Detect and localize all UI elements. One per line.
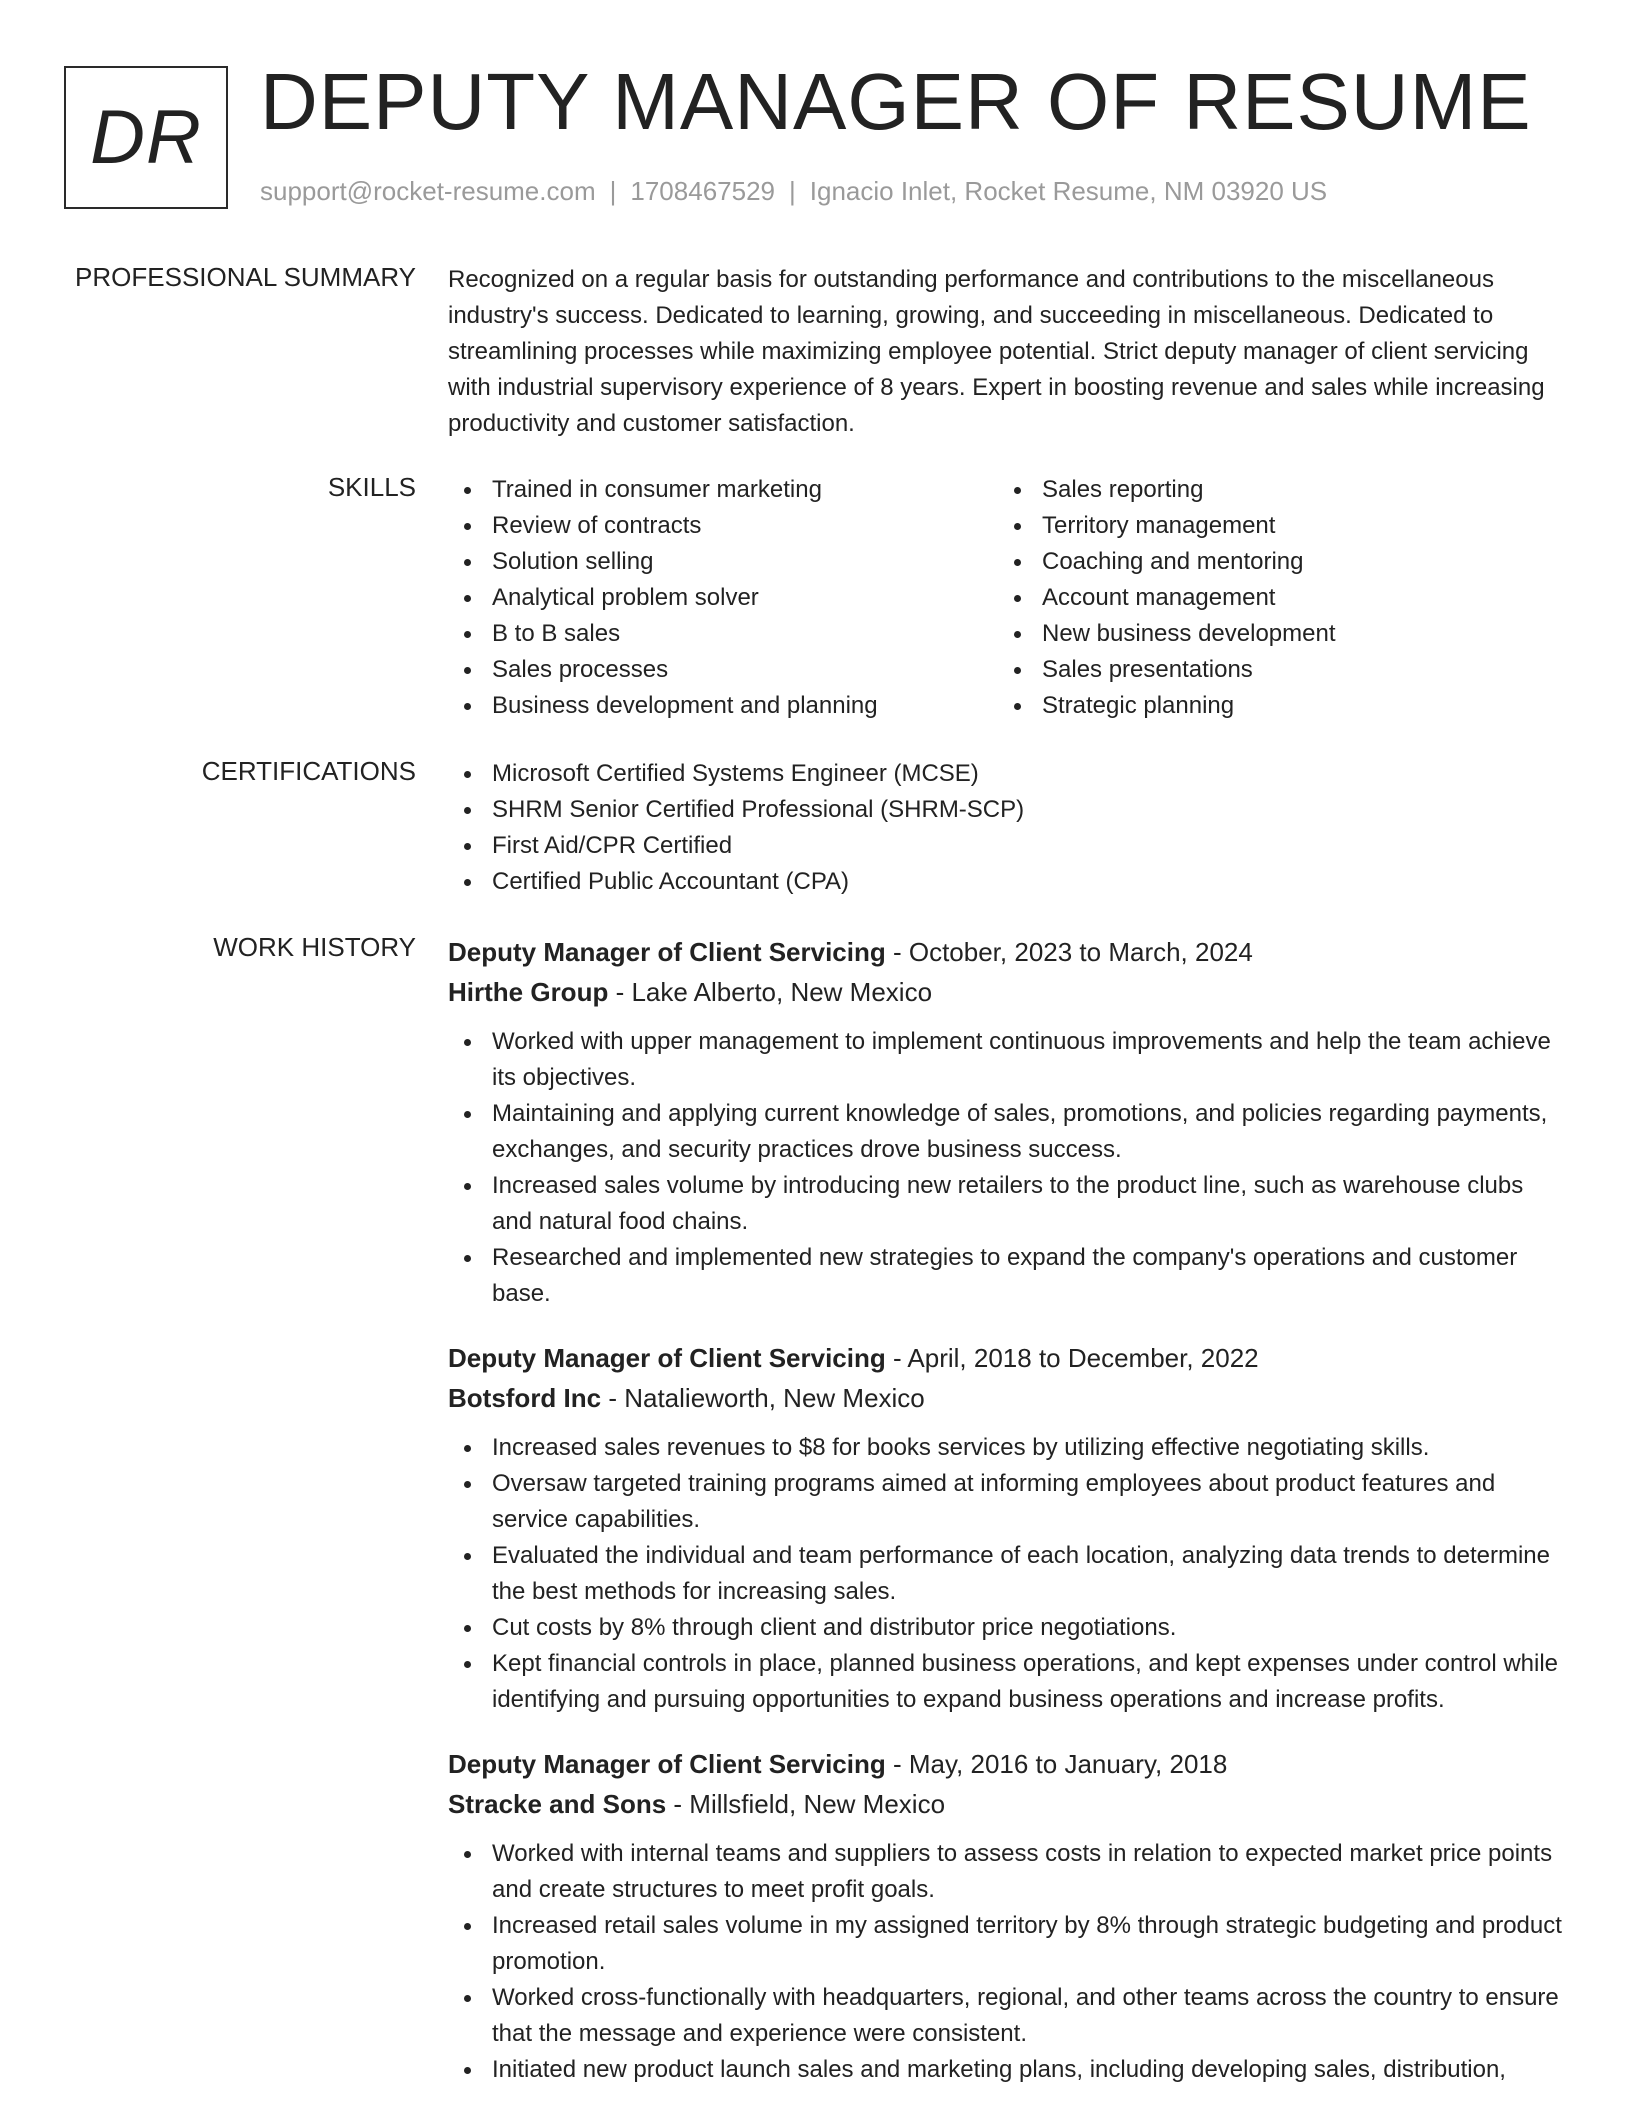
job-location: - Millsfield, New Mexico [666, 1789, 946, 1819]
skill-item: Analytical problem solver [448, 580, 998, 616]
job-title: Deputy Manager of Client Servicing [448, 1749, 886, 1779]
monogram-initials: DR [90, 95, 202, 180]
contact-email[interactable]: support@rocket-resume.com [260, 176, 596, 206]
job-location: - Lake Alberto, New Mexico [608, 977, 933, 1007]
job-bullet: Worked with internal teams and suppliers to assess costs in relation to expected market price points and create structures to meet profit goals. [448, 1836, 1568, 1908]
job-bullet: Initiated new product launch sales and marketing plans, including developing sales, distribution, [448, 2052, 1568, 2088]
job-company: Botsford Inc [448, 1383, 602, 1413]
skill-item: Sales presentations [998, 652, 1548, 688]
skill-item: B to B sales [448, 616, 998, 652]
job-entry [448, 1338, 1568, 1718]
contact-line [260, 176, 1327, 207]
job-bullet: Evaluated the individual and team performance of each location, analyzing data trends to determine the best methods for increasing sales. [448, 1538, 1568, 1610]
job-title-line [448, 1338, 1568, 1378]
skills-list-right [998, 472, 1548, 724]
contact-separator: | [789, 176, 796, 206]
job-entry [448, 932, 1568, 1312]
skill-item: Business development and planning [448, 688, 998, 724]
skill-item: Coaching and mentoring [998, 544, 1548, 580]
job-location: - Natalieworth, New Mexico [601, 1383, 925, 1413]
skill-item: Sales processes [448, 652, 998, 688]
section-label-work-history: WORK HISTORY [213, 932, 416, 962]
skills-list-left [448, 472, 998, 724]
skill-item: Strategic planning [998, 688, 1548, 724]
job-bullet: Cut costs by 8% through client and distributor price negotiations. [448, 1610, 1568, 1646]
skill-item: Account management [998, 580, 1548, 616]
certifications-body [448, 756, 1568, 900]
job-title-line [448, 1744, 1568, 1784]
skill-item: New business development [998, 616, 1548, 652]
job-title: Deputy Manager of Client Servicing [448, 937, 886, 967]
job-company: Hirthe Group [448, 977, 609, 1007]
contact-phone[interactable]: 1708467529 [630, 176, 775, 206]
section-label-skills: SKILLS [327, 472, 416, 502]
job-bullet: Increased retail sales volume in my assigned territory by 8% through strategic budgeting and product promotion. [448, 1908, 1568, 1980]
job-company-line [448, 1784, 1568, 1824]
skill-item: Review of contracts [448, 508, 998, 544]
section-label-summary: PROFESSIONAL SUMMARY [75, 262, 416, 292]
resume-name: DEPUTY MANAGER OF RESUME [260, 57, 1532, 146]
summary-text: Recognized on a regular basis for outstanding performance and contributions to the miscellaneous industry's success. Dedicated to learning, growing, and succeeding in miscellaneous. Dedicated to streamlining processes while maximizing employee potential. Strict deputy manager of client servicing with industrial supervisory experience of 8 years. Expert in boosting revenue and sales while increasing productivity and customer satisfaction. [448, 266, 1545, 437]
certification-item: Certified Public Accountant (CPA) [448, 864, 1568, 900]
job-bullet: Kept financial controls in place, planned business operations, and kept expenses under control while identifying and pursuing opportunities to expand business operations and increase profits. [448, 1646, 1568, 1718]
job-bullet: Increased sales volume by introducing new retailers to the product line, such as warehouse clubs and natural food chains. [448, 1168, 1568, 1240]
contact-address: Ignacio Inlet, Rocket Resume, NM 03920 US [809, 176, 1328, 206]
skill-item: Trained in consumer marketing [448, 472, 998, 508]
skill-item: Sales reporting [998, 472, 1548, 508]
job-company-line [448, 1378, 1568, 1418]
skill-item: Territory management [998, 508, 1548, 544]
job-bullets [448, 1836, 1568, 2088]
job-bullet: Oversaw targeted training programs aimed at informing employees about product features and service capabilities. [448, 1466, 1568, 1538]
certification-item: First Aid/CPR Certified [448, 828, 1568, 864]
job-company: Stracke and Sons [448, 1789, 667, 1819]
job-bullet: Worked cross-functionally with headquarters, regional, and other teams across the country to ensure that the message and experience were consistent. [448, 1980, 1568, 2052]
job-bullet: Increased sales revenues to $8 for books services by utilizing effective negotiating skills. [448, 1430, 1568, 1466]
job-company-line [448, 972, 1568, 1012]
job-title-line [448, 932, 1568, 972]
job-bullet: Researched and implemented new strategies to expand the company's operations and customer base. [448, 1240, 1568, 1312]
contact-separator: | [609, 176, 617, 206]
certification-item: Microsoft Certified Systems Engineer (MCSE) [448, 756, 1568, 792]
job-bullets [448, 1024, 1568, 1312]
job-bullet: Worked with upper management to implement continuous improvements and help the team achieve its objectives. [448, 1024, 1568, 1096]
certifications-list [448, 756, 1568, 900]
skills-columns [448, 472, 1568, 724]
job-bullet: Maintaining and applying current knowledge of sales, promotions, and policies regarding payments, exchanges, and security practices drove business success. [448, 1096, 1568, 1168]
section-label-certifications: CERTIFICATIONS [201, 756, 416, 786]
work-history-body [448, 932, 1568, 2112]
job-title: Deputy Manager of Client Servicing [448, 1343, 886, 1373]
job-dates: - October, 2023 to March, 2024 [885, 937, 1253, 967]
job-bullets [448, 1430, 1568, 1718]
job-dates: - April, 2018 to December, 2022 [885, 1343, 1259, 1373]
monogram-box [64, 66, 228, 209]
skill-item: Solution selling [448, 544, 998, 580]
job-dates: - May, 2016 to January, 2018 [885, 1749, 1228, 1779]
certification-item: SHRM Senior Certified Professional (SHRM-SCP) [448, 792, 1568, 828]
job-entry [448, 1744, 1568, 2088]
